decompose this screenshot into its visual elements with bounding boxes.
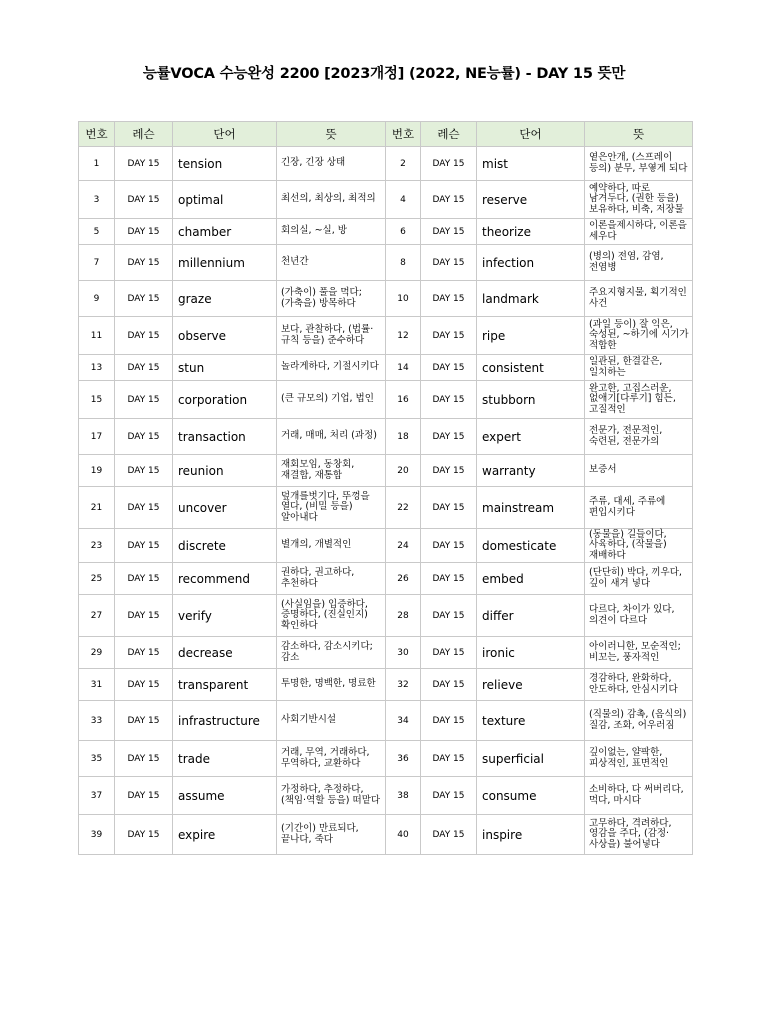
cell-meaning: 아이러니한, 모순적인; 비꼬는, 풍자적인 [585,637,693,669]
table-row [79,381,693,419]
cell-word: uncover [173,487,277,529]
cell-lesson: DAY 15 [115,317,173,355]
cell-lesson: DAY 15 [115,181,173,219]
cell-meaning: (동물을) 길들이다, 사육하다, (작물을) 재배하다 [585,529,693,563]
cell-meaning: 별개의, 개별적인 [277,529,386,563]
cell-meaning: 경감하다, 완화하다, 안도하다, 안심시키다 [585,669,693,701]
cell-meaning: (과일 등이) 잘 익은, 숙성된, ~하기에 시기가 적합한 [585,317,693,355]
cell-word: millennium [173,245,277,281]
table-row [79,245,693,281]
cell-lesson: DAY 15 [115,355,173,381]
cell-word: inspire [477,815,585,855]
cell-word: differ [477,595,585,637]
cell-number: 15 [79,381,115,419]
cell-lesson: DAY 15 [115,455,173,487]
cell-word: consistent [477,355,585,381]
cell-lesson: DAY 15 [115,219,173,245]
table-row [79,741,693,777]
header-number: 번호 [79,122,115,147]
cell-number: 33 [79,701,115,741]
header-number: 번호 [386,122,421,147]
cell-lesson: DAY 15 [421,669,477,701]
cell-number: 37 [79,777,115,815]
cell-lesson: DAY 15 [421,181,477,219]
cell-meaning: 주요지형지물, 획기적인 사건 [585,281,693,317]
cell-lesson: DAY 15 [115,595,173,637]
cell-meaning: (병의) 전염, 감염, 전염병 [585,245,693,281]
cell-number: 16 [386,381,421,419]
cell-word: graze [173,281,277,317]
cell-word: optimal [173,181,277,219]
cell-meaning: (직물의) 감촉, (음식의) 질감, 조화, 어우러짐 [585,701,693,741]
cell-number: 38 [386,777,421,815]
cell-meaning: 사회기반시설 [277,701,386,741]
header-meaning: 뜻 [585,122,693,147]
cell-meaning: 깊이없는, 얄팍한, 피상적인, 표면적인 [585,741,693,777]
cell-lesson: DAY 15 [421,529,477,563]
cell-lesson: DAY 15 [115,669,173,701]
header-lesson: 레슨 [421,122,477,147]
cell-meaning: 다르다, 차이가 있다, 의견이 다르다 [585,595,693,637]
cell-word: consume [477,777,585,815]
table-row [79,595,693,637]
cell-lesson: DAY 15 [421,487,477,529]
cell-number: 5 [79,219,115,245]
table-row [79,529,693,563]
cell-word: expire [173,815,277,855]
cell-lesson: DAY 15 [421,455,477,487]
cell-meaning: (기간이) 만료되다, 끝나다, 죽다 [277,815,386,855]
cell-number: 19 [79,455,115,487]
cell-number: 9 [79,281,115,317]
cell-meaning: (큰 규모의) 기업, 법인 [277,381,386,419]
header-row [79,122,693,147]
cell-meaning: 덮개를벗기다, 뚜껑을 열다, (비밀 등을) 알아내다 [277,487,386,529]
table-row [79,317,693,355]
cell-lesson: DAY 15 [115,777,173,815]
cell-number: 40 [386,815,421,855]
cell-word: infection [477,245,585,281]
cell-number: 13 [79,355,115,381]
cell-word: mainstream [477,487,585,529]
cell-number: 10 [386,281,421,317]
cell-meaning: 거래, 매매, 처리 (과정) [277,419,386,455]
cell-meaning: 보증서 [585,455,693,487]
cell-word: transparent [173,669,277,701]
table-row [79,147,693,181]
cell-lesson: DAY 15 [115,381,173,419]
cell-number: 6 [386,219,421,245]
cell-meaning: 옅은안개, (스프레이 등의) 분무, 부옇게 되다 [585,147,693,181]
cell-number: 24 [386,529,421,563]
cell-number: 31 [79,669,115,701]
table-row [79,419,693,455]
table-row [79,181,693,219]
cell-number: 8 [386,245,421,281]
cell-number: 30 [386,637,421,669]
cell-number: 18 [386,419,421,455]
table-row [79,701,693,741]
cell-word: ironic [477,637,585,669]
cell-meaning: 이론을제시하다, 이론을 세우다 [585,219,693,245]
cell-meaning: 고무하다, 격려하다, 영감을 주다, (감정·사상을) 불어넣다 [585,815,693,855]
table-row [79,455,693,487]
cell-word: expert [477,419,585,455]
cell-meaning: (가축이) 풀을 먹다; (가축을) 방목하다 [277,281,386,317]
cell-number: 35 [79,741,115,777]
cell-meaning: 예약하다, 따로 남겨두다, (권한 등을) 보유하다, 비축, 저장물 [585,181,693,219]
table-row [79,669,693,701]
cell-meaning: 천년간 [277,245,386,281]
cell-lesson: DAY 15 [421,741,477,777]
cell-number: 14 [386,355,421,381]
table-row [79,355,693,381]
cell-word: discrete [173,529,277,563]
cell-meaning: (단단히) 박다, 끼우다, 깊이 새겨 넣다 [585,563,693,595]
table-row [79,815,693,855]
header-meaning: 뜻 [277,122,386,147]
cell-word: verify [173,595,277,637]
cell-lesson: DAY 15 [421,381,477,419]
table-row [79,219,693,245]
cell-meaning: 전문가, 전문적인, 숙련된, 전문가의 [585,419,693,455]
cell-meaning: 감소하다, 감소시키다; 감소 [277,637,386,669]
vocab-table [78,121,693,855]
cell-word: chamber [173,219,277,245]
cell-word: stubborn [477,381,585,419]
cell-word: observe [173,317,277,355]
cell-word: texture [477,701,585,741]
cell-word: reserve [477,181,585,219]
table-row [79,281,693,317]
cell-word: corporation [173,381,277,419]
cell-word: infrastructure [173,701,277,741]
cell-meaning: 거래, 무역, 거래하다, 무역하다, 교환하다 [277,741,386,777]
cell-number: 11 [79,317,115,355]
cell-lesson: DAY 15 [421,147,477,181]
cell-word: decrease [173,637,277,669]
cell-lesson: DAY 15 [421,419,477,455]
cell-lesson: DAY 15 [115,245,173,281]
cell-number: 29 [79,637,115,669]
cell-lesson: DAY 15 [421,317,477,355]
cell-lesson: DAY 15 [421,815,477,855]
cell-word: landmark [477,281,585,317]
cell-lesson: DAY 15 [421,637,477,669]
cell-word: stun [173,355,277,381]
cell-number: 32 [386,669,421,701]
cell-lesson: DAY 15 [115,701,173,741]
page-title: 능률VOCA 수능완성 2200 [2023개정] (2022, NE능률) - DAY 15 뜻만 [142,66,626,82]
cell-word: trade [173,741,277,777]
table-row [79,487,693,529]
cell-number: 36 [386,741,421,777]
cell-number: 28 [386,595,421,637]
cell-lesson: DAY 15 [115,487,173,529]
cell-lesson: DAY 15 [421,777,477,815]
header-word: 단어 [173,122,277,147]
cell-word: assume [173,777,277,815]
cell-lesson: DAY 15 [421,355,477,381]
table-row [79,563,693,595]
cell-meaning: 투명한, 명백한, 명료한 [277,669,386,701]
cell-meaning: 일관된, 한결같은, 일치하는 [585,355,693,381]
cell-word: domesticate [477,529,585,563]
cell-word: transaction [173,419,277,455]
cell-lesson: DAY 15 [115,281,173,317]
cell-number: 22 [386,487,421,529]
cell-lesson: DAY 15 [421,563,477,595]
cell-lesson: DAY 15 [421,245,477,281]
cell-meaning: 소비하다, 다 써버리다, 먹다, 마시다 [585,777,693,815]
cell-number: 34 [386,701,421,741]
cell-number: 20 [386,455,421,487]
cell-lesson: DAY 15 [115,741,173,777]
cell-meaning: 완고한, 고집스러운, 없애기[다루기] 힘든, 고질적인 [585,381,693,419]
cell-word: mist [477,147,585,181]
cell-word: superficial [477,741,585,777]
cell-lesson: DAY 15 [115,637,173,669]
cell-meaning: 놀라게하다, 기절시키다 [277,355,386,381]
cell-lesson: DAY 15 [115,815,173,855]
cell-meaning: 가정하다, 추정하다, (책임·역할 등을) 떠맡다 [277,777,386,815]
cell-number: 1 [79,147,115,181]
cell-meaning: 긴장, 긴장 상태 [277,147,386,181]
cell-word: reunion [173,455,277,487]
cell-number: 17 [79,419,115,455]
table-row [79,777,693,815]
cell-number: 21 [79,487,115,529]
cell-word: relieve [477,669,585,701]
cell-word: theorize [477,219,585,245]
cell-number: 12 [386,317,421,355]
cell-number: 26 [386,563,421,595]
cell-lesson: DAY 15 [115,419,173,455]
cell-lesson: DAY 15 [421,281,477,317]
cell-number: 4 [386,181,421,219]
header-lesson: 레슨 [115,122,173,147]
cell-number: 25 [79,563,115,595]
cell-number: 27 [79,595,115,637]
cell-word: tension [173,147,277,181]
cell-number: 23 [79,529,115,563]
cell-lesson: DAY 15 [115,563,173,595]
cell-word: embed [477,563,585,595]
cell-word: warranty [477,455,585,487]
cell-meaning: 재회모임, 동창회, 재결합, 재통합 [277,455,386,487]
cell-number: 39 [79,815,115,855]
cell-lesson: DAY 15 [421,595,477,637]
cell-lesson: DAY 15 [421,701,477,741]
header-word: 단어 [477,122,585,147]
cell-word: recommend [173,563,277,595]
cell-meaning: 권하다, 권고하다, 추천하다 [277,563,386,595]
cell-number: 3 [79,181,115,219]
cell-meaning: 보다, 관찰하다, (법률·규칙 등을) 준수하다 [277,317,386,355]
cell-lesson: DAY 15 [115,529,173,563]
table-row [79,637,693,669]
cell-number: 2 [386,147,421,181]
cell-meaning: (사실임을) 입증하다, 증명하다, (진실인지) 확인하다 [277,595,386,637]
cell-lesson: DAY 15 [421,219,477,245]
cell-meaning: 최선의, 최상의, 최적의 [277,181,386,219]
cell-meaning: 주류, 대세, 주류에 편입시키다 [585,487,693,529]
cell-word: ripe [477,317,585,355]
cell-meaning: 회의실, ~실, 방 [277,219,386,245]
cell-lesson: DAY 15 [115,147,173,181]
cell-number: 7 [79,245,115,281]
